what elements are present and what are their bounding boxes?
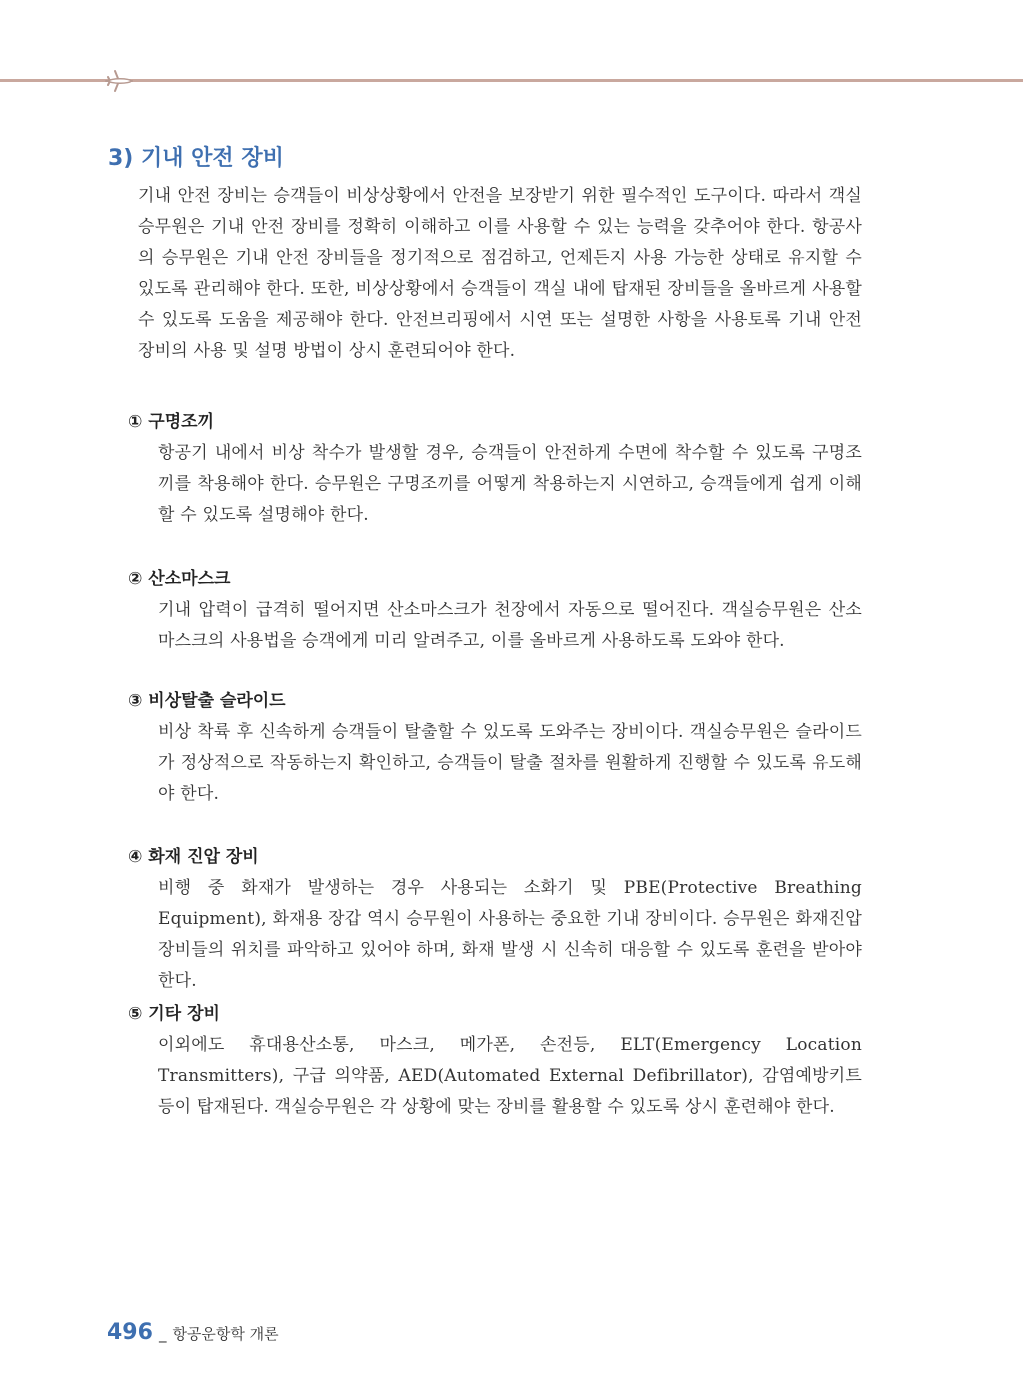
page-footer xyxy=(107,1320,279,1345)
item-text: 이외에도 휴대용산소통, 마스크, 메가폰, 손전등, ELT(Emergency Location Transmitters), 구급 의약품, AED(Automated External Defibrillator), 감염예방키트 등이 탑재된다. 객실승무원은 각 상황에 맞는 장비를 활용할 수 있도록 상시 훈련해야 한다. xyxy=(158,1035,862,1117)
item-title: ③ 비상탈출 슬라이드 xyxy=(128,691,286,711)
section-title: 3) 기내 안전 장비 xyxy=(108,146,284,171)
book-title: 항공운항학 개론 xyxy=(172,1325,279,1343)
item-text: 비행 중 화재가 발생하는 경우 사용되는 소화기 및 PBE(Protective Breathing Equipment), 화재용 장갑 역시 승무원이 사용하는 중요한 기내 장비이다. 승무원은 화재진압 장비들의 위치를 파악하고 있어야 하며, 화재 발생 시 신속히 대응할 수 있도록 훈련을 받아야 한다. xyxy=(158,878,862,991)
airplane-icon xyxy=(104,66,134,96)
item-title: ② 산소마스크 xyxy=(128,569,231,589)
item-title: ① 구명조끼 xyxy=(128,412,214,432)
header-rule xyxy=(0,79,1023,82)
item-title: ⑤ 기타 장비 xyxy=(128,1004,220,1024)
item-text: 기내 압력이 급격히 떨어지면 산소마스크가 천장에서 자동으로 떨어진다. 객실승무원은 산소마스크의 사용법을 승객에게 미리 알려주고, 이를 올바르게 사용하도록 도와야 한다. xyxy=(158,600,862,651)
item-text: 비상 착륙 후 신속하게 승객들이 탈출할 수 있도록 도와주는 장비이다. 객실승무원은 슬라이드가 정상적으로 작동하는지 확인하고, 승객들이 탈출 절차를 원활하게 진행할 수 있도록 유도해야 한다. xyxy=(158,722,862,804)
item-title: ④ 화재 진압 장비 xyxy=(128,847,259,867)
item-text: 항공기 내에서 비상 착수가 발생할 경우, 승객들이 안전하게 수면에 착수할 수 있도록 구명조끼를 착용해야 한다. 승무원은 구명조끼를 어떻게 착용하는지 시연하고, 승객들에게 쉽게 이해할 수 있도록 설명해야 한다. xyxy=(158,443,862,525)
page-number: 496 xyxy=(107,1320,153,1345)
footer-separator: _ xyxy=(158,1325,167,1343)
intro-paragraph: 기내 안전 장비는 승객들이 비상상황에서 안전을 보장받기 위한 필수적인 도구이다. 따라서 객실승무원은 기내 안전 장비를 정확히 이해하고 이를 사용할 수 있는 능력을 갖추어야 한다. 항공사의 승무원은 기내 안전 장비들을 정기적으로 점검하고, 언제든지 사용 가능한 상태로 유지할 수 있도록 관리해야 한다. 또한, 비상상황에서 승객들이 객실 내에 탑재된 장비들을 올바르게 사용할 수 있도록 도움을 제공해야 한다. 안전브리핑에서 시연 또는 설명한 사항을 사용토록 기내 안전 장비의 사용 및 설명 방법이 상시 훈련되어야 한다. xyxy=(138,186,862,361)
